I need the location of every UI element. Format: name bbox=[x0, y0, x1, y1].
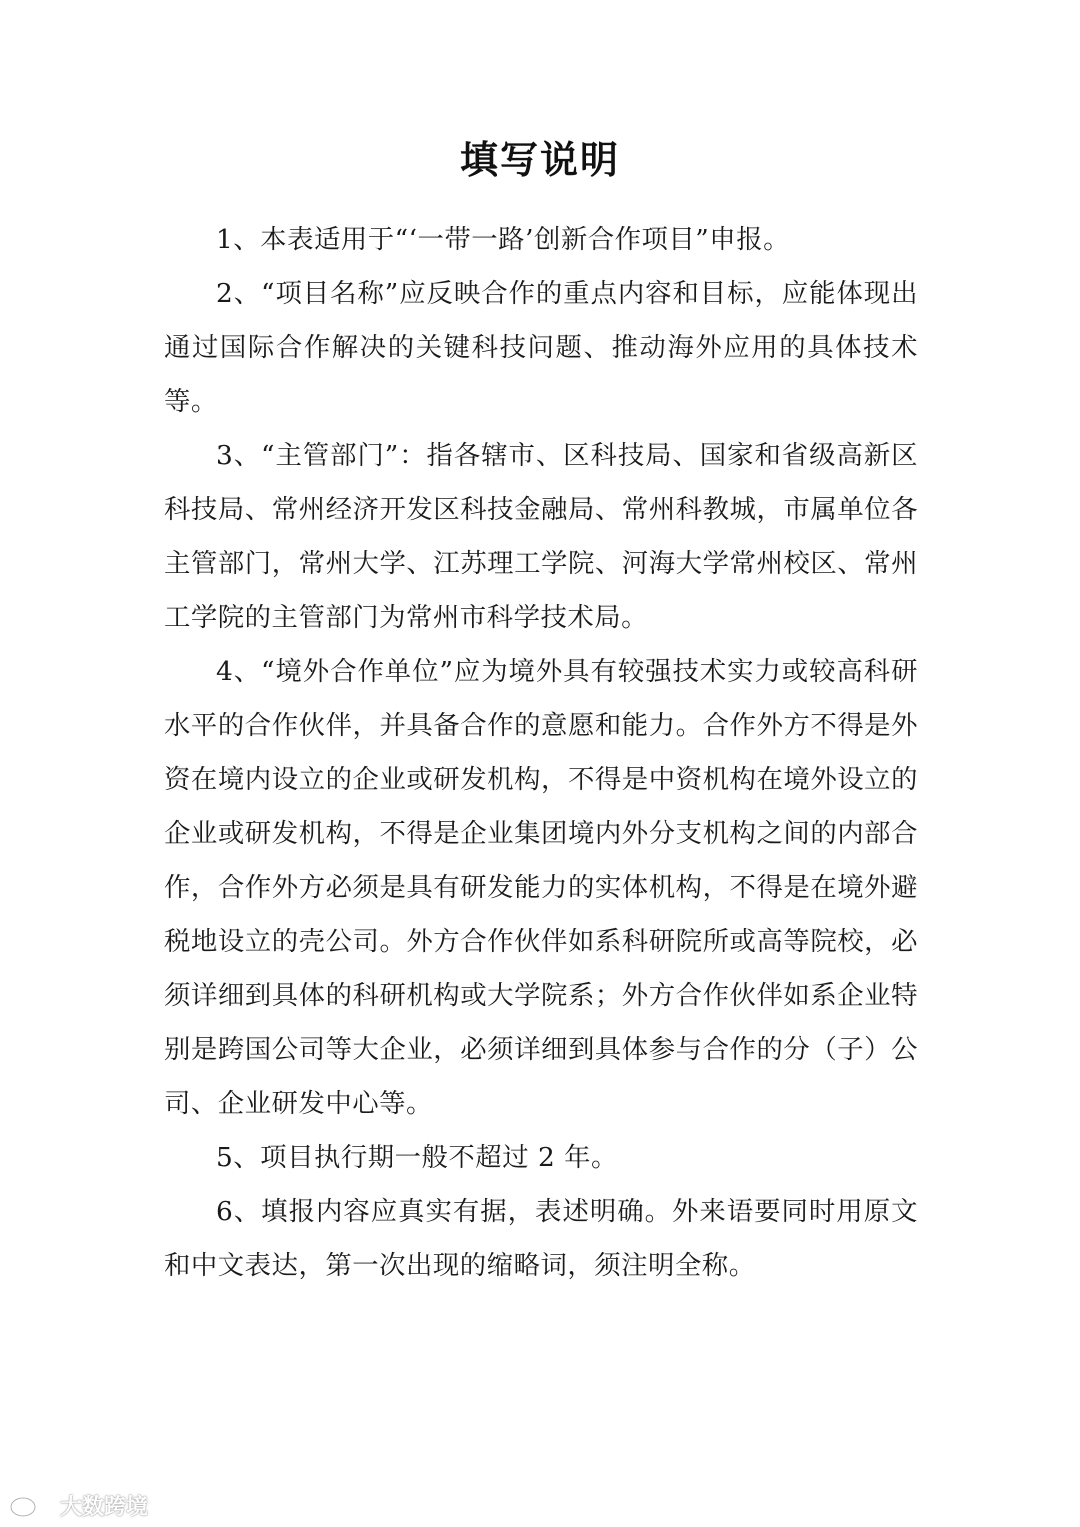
instruction-paragraph-1: 1、本表适用于“‘一带一路’创新合作项目”申报。 bbox=[216, 224, 790, 255]
watermark bbox=[8, 1490, 148, 1520]
instructions-body bbox=[164, 213, 918, 1293]
instruction-paragraph-4: 4、“境外合作单位”应为境外具有较强技术实力或较高科研水平的合作伙伴，并具备合作的意愿和能力。合作外方不得是外资在境内设立的企业或研发机构，不得是中资机构在境外设立的企业或研发机构，不得是企业集团境内外分支机构之间的内部合作，合作外方必须是具有研发能力的实体机构，不得是在境外避税地设立的壳公司。外方合作伙伴如系科研院所或高等院校，必须详细到具体的科研机构或大学院系；外方合作伙伴如系企业特别是跨国公司等大企业，必须详细到具体参与合作的分（子）公司、企业研发中心等。 bbox=[164, 656, 918, 1119]
instruction-paragraph-3: 3、“主管部门”：指各辖市、区科技局、国家和省级高新区科技局、常州经济开发区科技金融局、常州科教城，市属单位各主管部门，常州大学、江苏理工学院、河海大学常州校区、常州工学院的主管部门为常州市科学技术局。 bbox=[164, 440, 918, 633]
instruction-paragraph-5: 5、项目执行期一般不超过 2 年。 bbox=[216, 1142, 618, 1173]
instruction-paragraph-6: 6、填报内容应真实有据，表述明确。外来语要同时用原文和中文表达，第一次出现的缩略词，须注明全称。 bbox=[164, 1196, 918, 1281]
watermark-text: 大数跨境 bbox=[60, 1494, 149, 1520]
page-title: 填写说明 bbox=[459, 138, 620, 182]
weibo-logo-icon bbox=[8, 1491, 54, 1519]
instruction-paragraph-2: 2、“项目名称”应反映合作的重点内容和目标，应能体现出通过国际合作解决的关键科技问题、推动海外应用的具体技术等。 bbox=[164, 278, 918, 417]
